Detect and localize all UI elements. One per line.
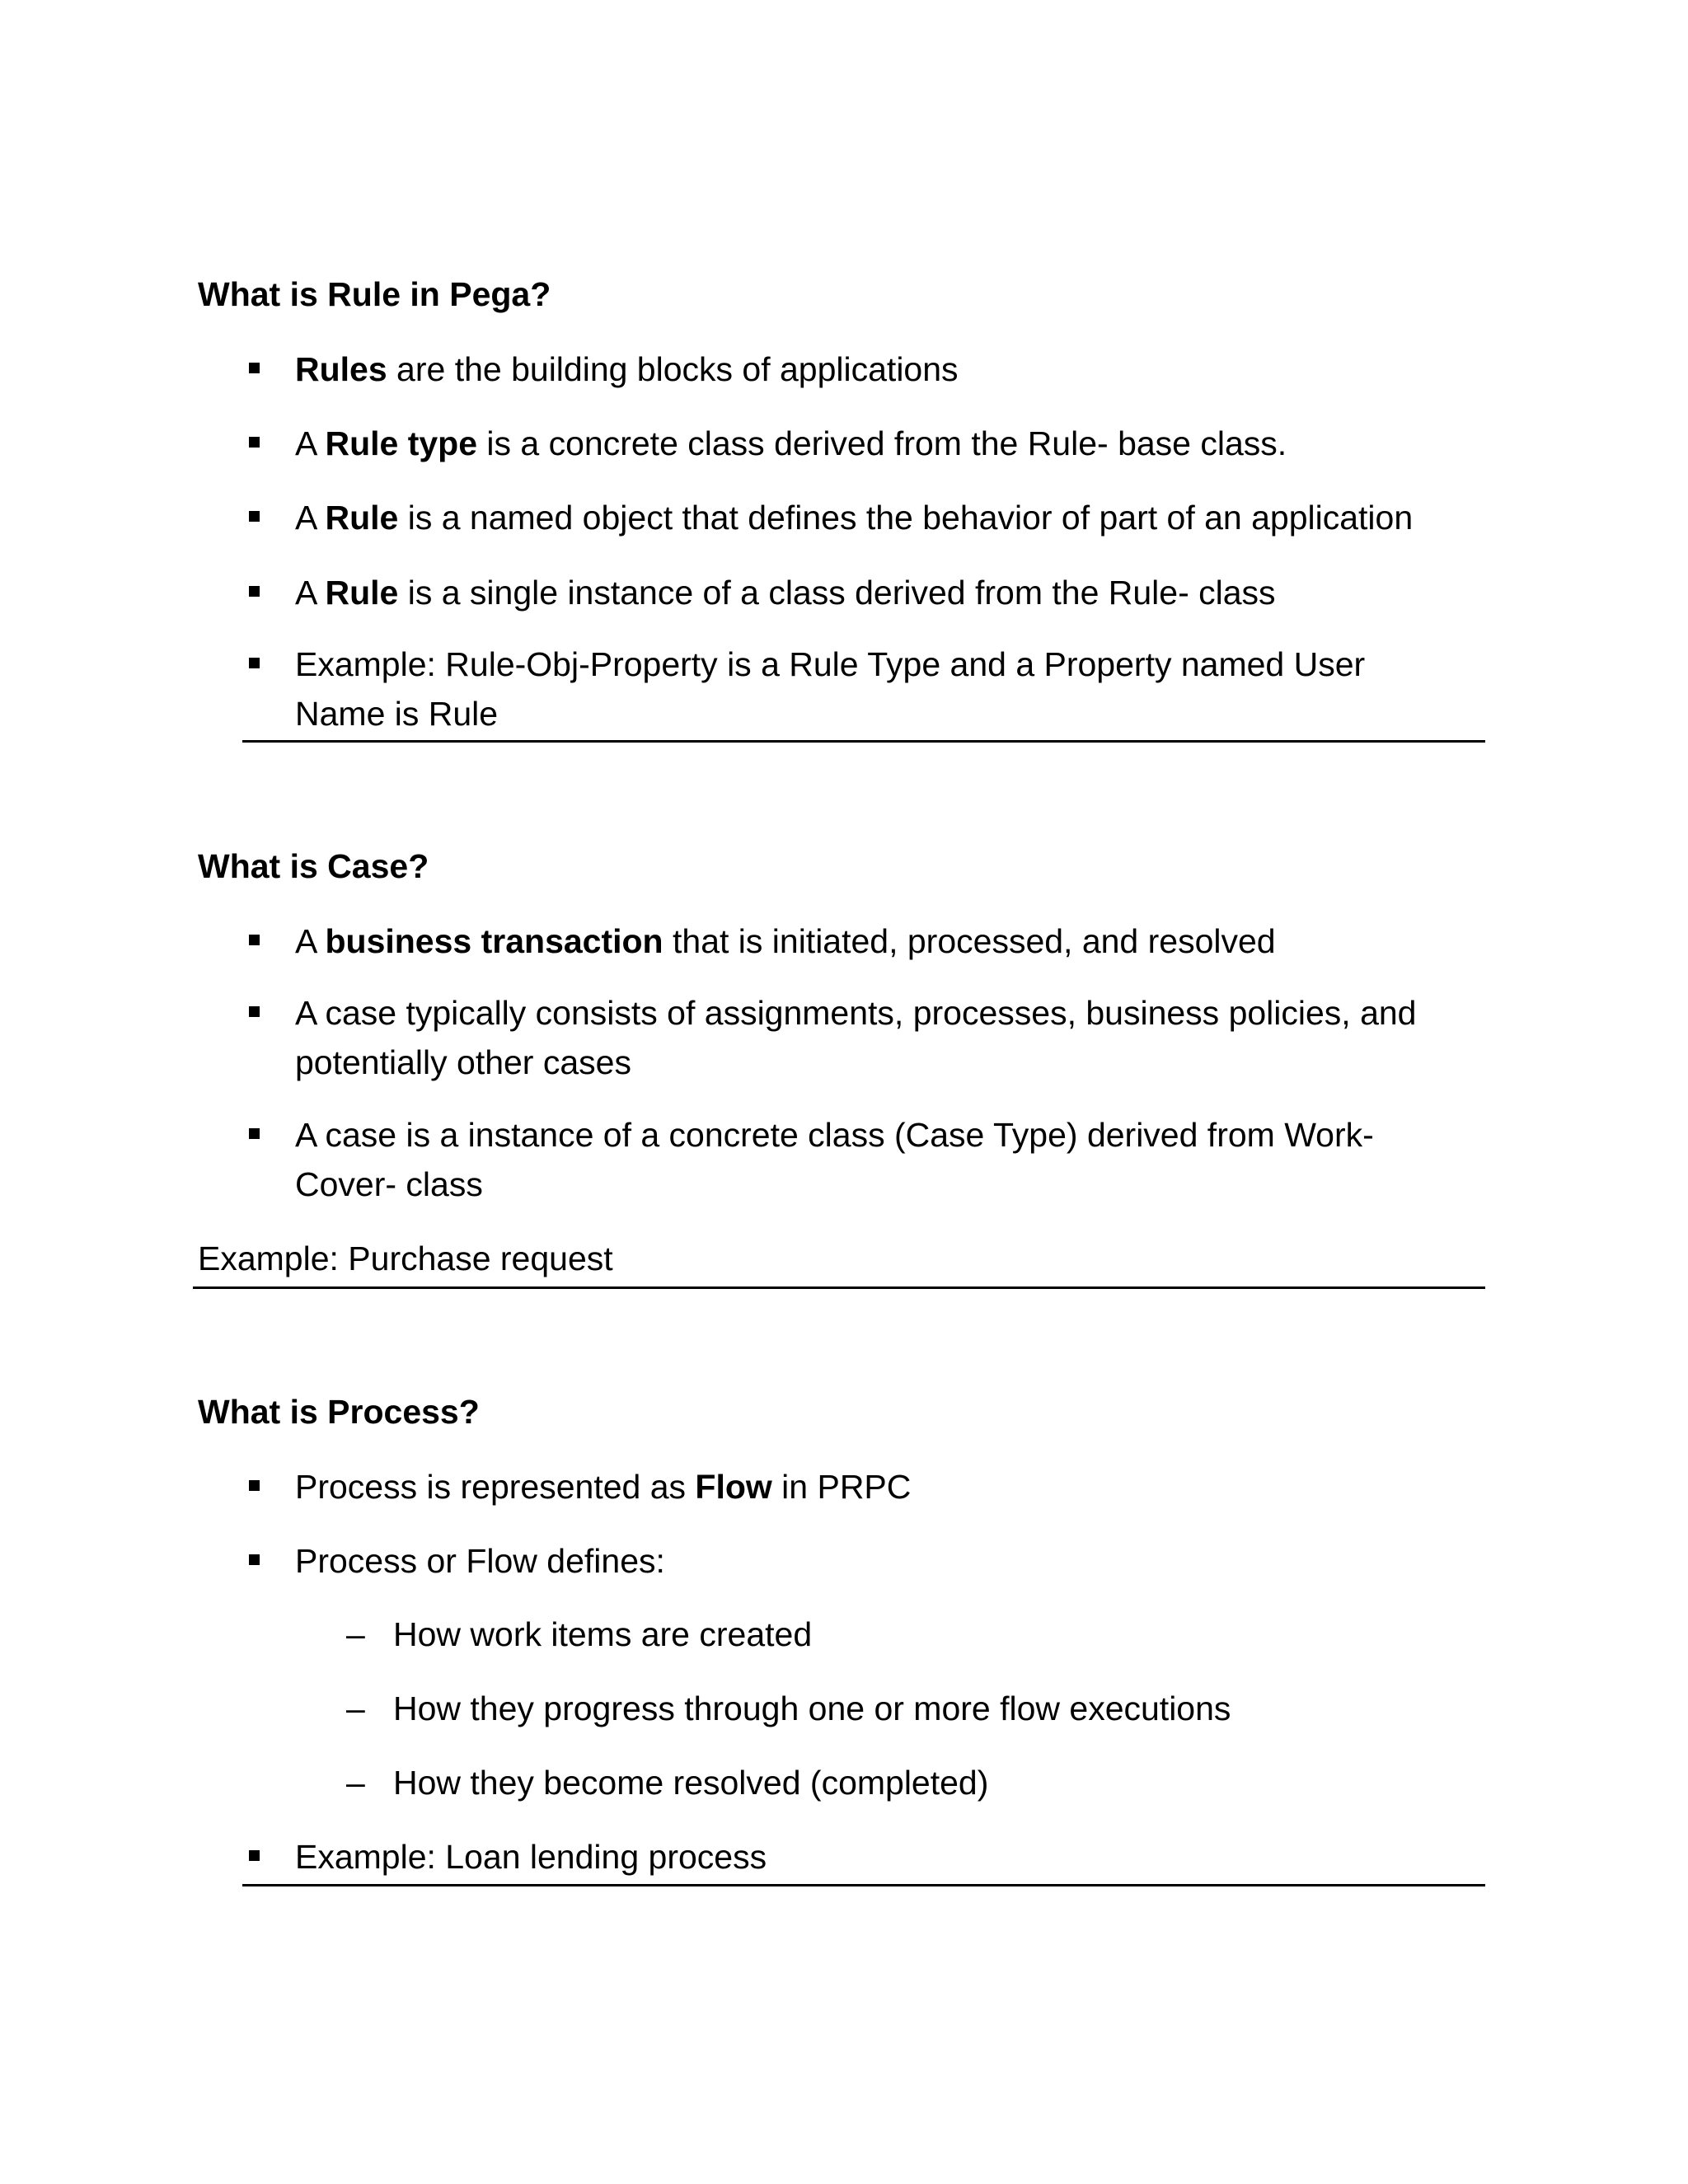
section-heading-case: What is Case? — [198, 847, 429, 885]
bullet-icon — [249, 1006, 260, 1017]
list-item: Example: Rule-Obj-Property is a Rule Type and a Property named User — [295, 645, 1366, 683]
list-item: Process is represented as Flow in PRPC — [295, 1468, 912, 1506]
bullet-icon — [249, 363, 260, 373]
list-item-continuation: Name is Rule — [295, 695, 499, 733]
bullet-icon — [249, 658, 260, 668]
list-item-continuation: potentially other cases — [295, 1043, 631, 1081]
bullet-icon — [249, 1480, 260, 1491]
sub-list-item: How work items are created — [393, 1615, 813, 1653]
list-item: A Rule is a single instance of a class derived from the Rule- class — [295, 574, 1276, 612]
section-divider — [242, 740, 1485, 743]
list-item: Rules are the building blocks of applications — [295, 350, 959, 388]
bullet-icon — [249, 586, 260, 597]
dash-marker: – — [346, 1764, 365, 1802]
dash-marker: – — [346, 1690, 365, 1727]
section-heading-process: What is Process? — [198, 1393, 480, 1431]
bullet-icon — [249, 1850, 260, 1861]
sub-list-item: How they become resolved (completed) — [393, 1764, 989, 1802]
sub-list-item: How they progress through one or more flow executions — [393, 1690, 1231, 1727]
list-item: A Rule is a named object that defines the behavior of part of an application — [295, 499, 1414, 537]
list-item: A case typically consists of assignments, processes, business policies, and — [295, 994, 1417, 1032]
case-example: Example: Purchase request — [198, 1240, 613, 1277]
bullet-icon — [249, 1128, 260, 1139]
bullet-icon — [249, 437, 260, 448]
list-item-continuation: Cover- class — [295, 1165, 483, 1203]
list-item: A case is a instance of a concrete class (Case Type) derived from Work- — [295, 1116, 1374, 1154]
bullet-icon — [249, 1554, 260, 1565]
list-item: A business transaction that is initiated, processed, and resolved — [295, 922, 1276, 960]
section-divider — [242, 1884, 1485, 1886]
list-item: Example: Loan lending process — [295, 1838, 767, 1876]
list-item: Process or Flow defines: — [295, 1542, 665, 1580]
list-item: A Rule type is a concrete class derived from the Rule- base class. — [295, 424, 1287, 462]
section-heading-rule: What is Rule in Pega? — [198, 275, 551, 313]
bullet-icon — [249, 511, 260, 522]
bullet-icon — [249, 935, 260, 945]
section-divider — [193, 1286, 1485, 1289]
dash-marker: – — [346, 1615, 365, 1653]
